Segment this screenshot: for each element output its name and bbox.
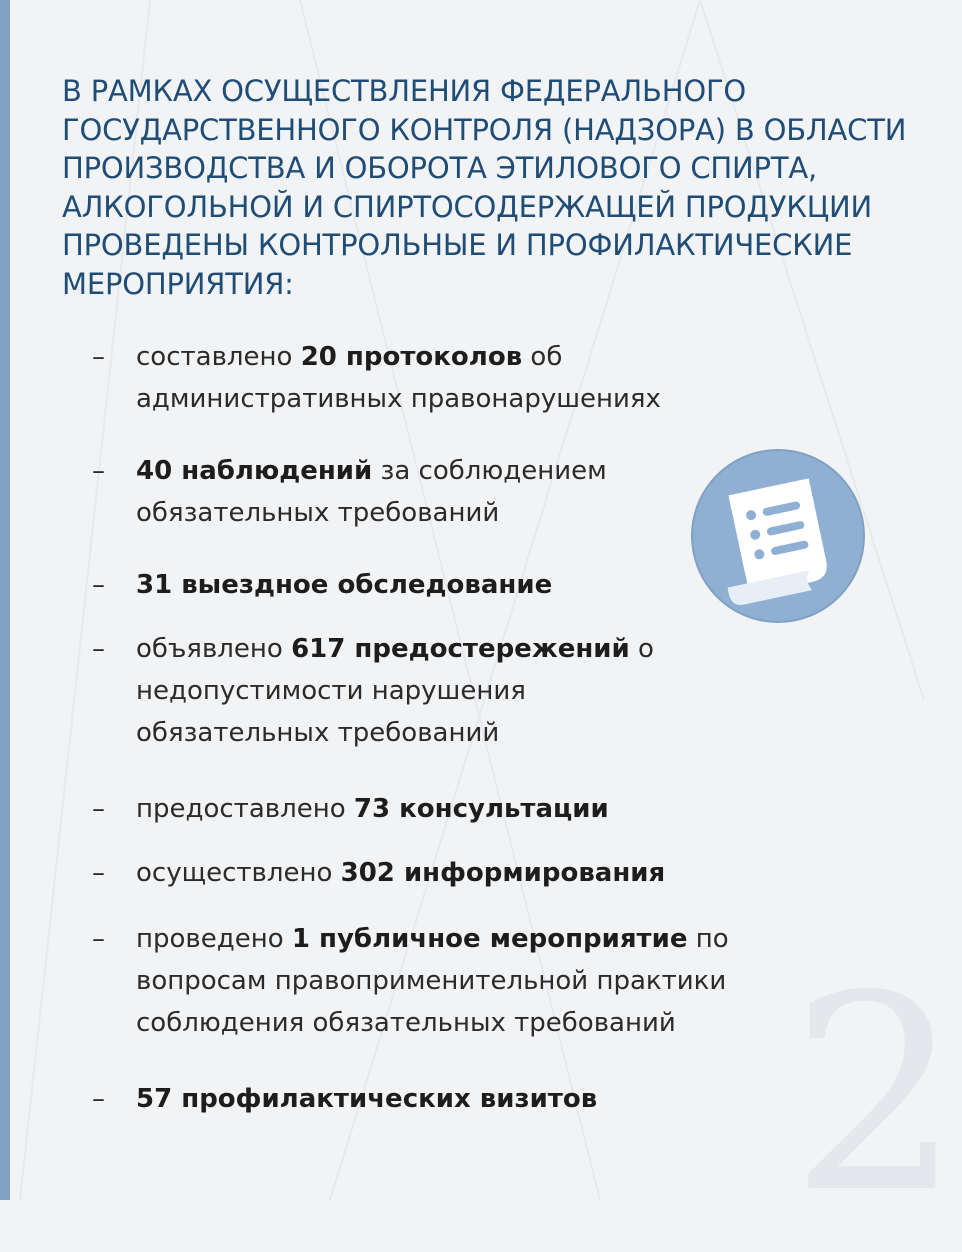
list-item (92, 450, 792, 534)
list-item-text: проведено 1 публичное мероприятие по вопросам правоприменительной практики соблюдения обязательных требований (136, 924, 729, 1038)
list-item (92, 852, 792, 894)
list-item-text: предоставлено 73 консультации (136, 794, 609, 824)
list-item (92, 788, 792, 830)
list-item (92, 336, 792, 420)
list-item (92, 1078, 792, 1120)
list-dash: – (92, 634, 105, 664)
list-dash: – (92, 1084, 105, 1114)
list-dash: – (92, 924, 105, 954)
page-heading: В РАМКАХ ОСУЩЕСТВЛЕНИЯ ФЕДЕРАЛЬНОГО ГОСУДАРСТВЕННОГО КОНТРОЛЯ (НАДЗОРА) В ОБЛАСТИ ПРОИЗВОДСТВА И ОБОРОТА ЭТИЛОВОГО СПИРТА, АЛКОГОЛЬНОЙ И СПИРТОСОДЕРЖАЩЕЙ ПРОДУКЦИИ ПРОВЕДЕНЫ КОНТРОЛЬНЫЕ И ПРОФИЛАКТИЧЕСКИЕ МЕРОПРИЯТИЯ: (62, 74, 907, 301)
list-item-text: составлено 20 протоколов об административных правонарушениях (136, 342, 661, 414)
list-dash: – (92, 570, 105, 600)
list-item (92, 918, 792, 1044)
list-dash: – (92, 456, 105, 486)
decorative-digit: 2 (790, 937, 962, 1252)
list-item (92, 564, 792, 606)
list-item-text: 40 наблюдений за соблюдением обязательных требований (136, 456, 607, 528)
list-dash: – (92, 858, 105, 888)
list-item-text: 57 профилактических визитов (136, 1084, 598, 1114)
list-dash: – (92, 794, 105, 824)
document-list-icon (690, 448, 866, 624)
list-item-text: 31 выездное обследование (136, 570, 553, 600)
left-accent-bar (0, 0, 10, 1200)
list-item-text: осуществлено 302 информирования (136, 858, 666, 888)
list-dash: – (92, 342, 105, 372)
list-item-text: объявлено 617 предостережений о недопустимости нарушения обязательных требований (136, 634, 654, 748)
list-item (92, 628, 792, 754)
